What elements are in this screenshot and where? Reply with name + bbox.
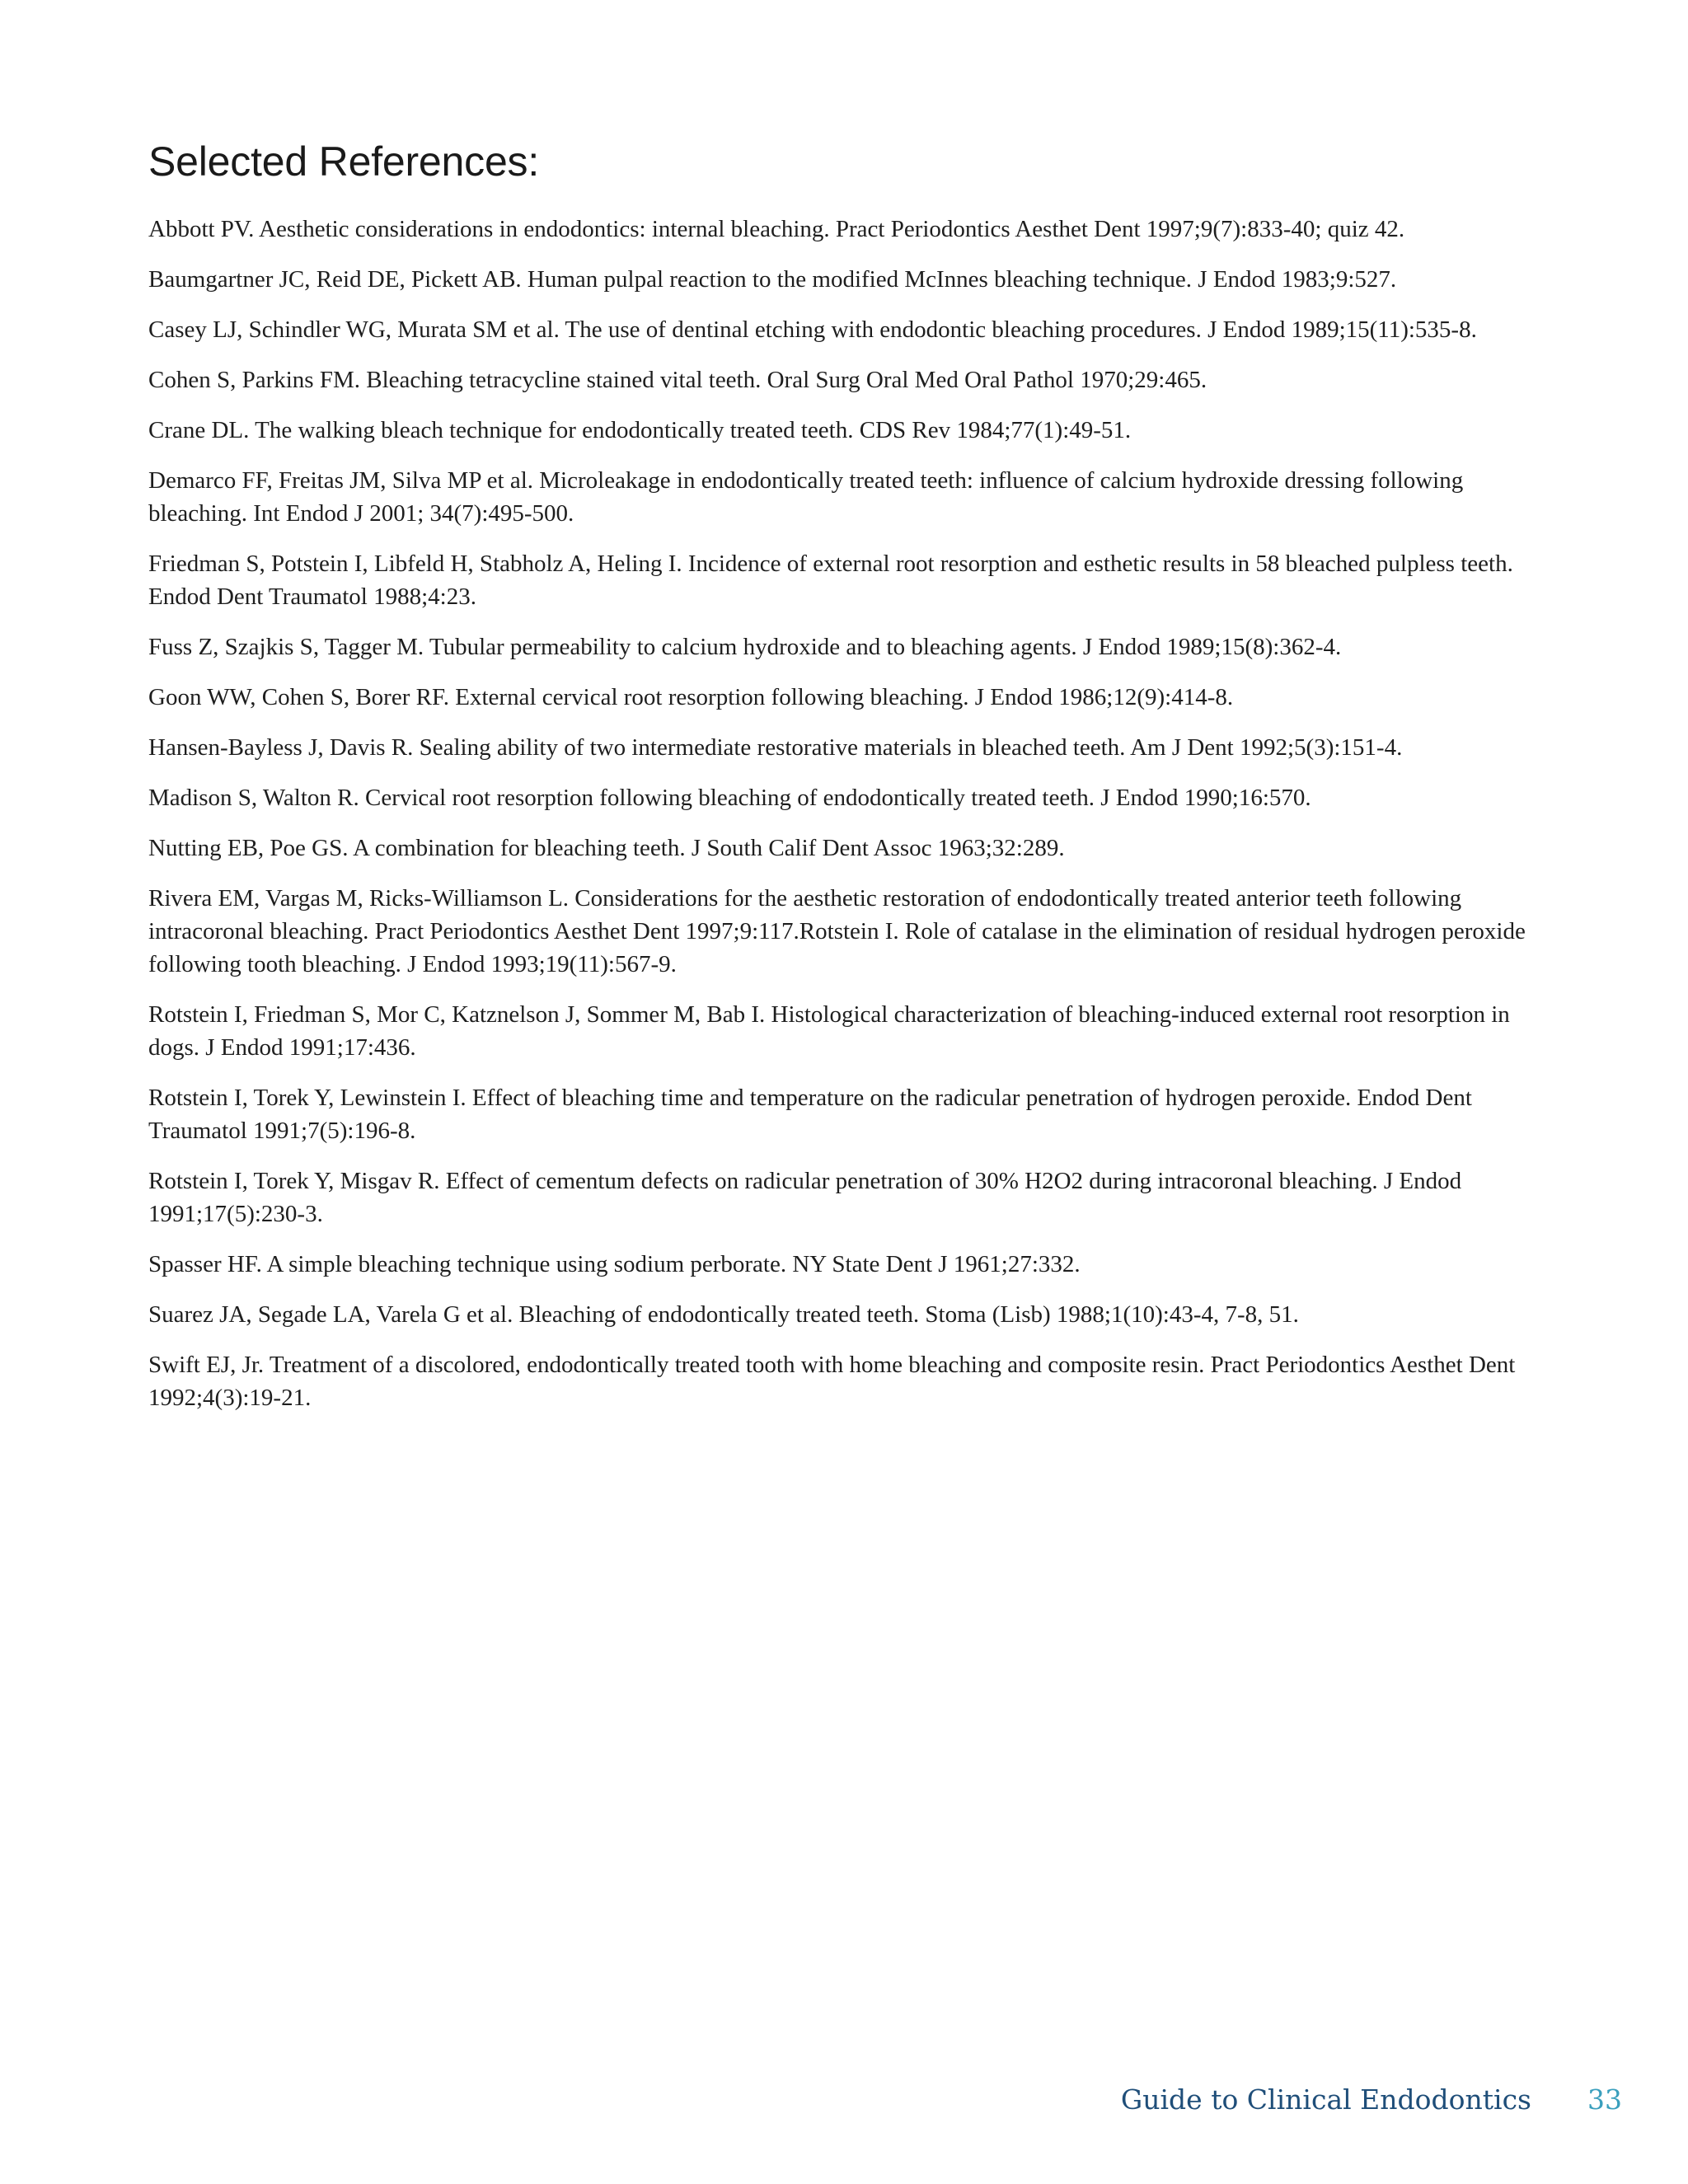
reference-item: Abbott PV. Aesthetic considerations in endodontics: internal bleaching. Pract Periodontics Aesthet Dent 1997;9(7):833-40; quiz 42. bbox=[148, 216, 1405, 242]
reference-item: Suarez JA, Segade LA, Varela G et al. Bleaching of endodontically treated teeth. Stoma (Lisb) 1988;1(10):43-4, 7-8, 51. bbox=[148, 1301, 1299, 1328]
reference-item: Rivera EM, Vargas M, Ricks-Williamson L. Considerations for the aesthetic restoration of endodontically treated anterior teeth following intracoronal bleaching. Pract Periodontics Aesthet Dent 1997;9:117.Rotstein I. Role of catalase in the elimination of residual hydrogen peroxide following tooth bleaching. J Endod 1993;19(11):567-9. bbox=[148, 885, 1526, 977]
reference-item: Demarco FF, Freitas JM, Silva MP et al. Microleakage in endodontically treated teeth: influence of calcium hydroxide dressing following bleaching. Int Endod J 2001; 34(7):495-500. bbox=[148, 467, 1464, 527]
reference-item: Madison S, Walton R. Cervical root resorption following bleaching of endodontically treated teeth. J Endod 1990;16:570. bbox=[148, 785, 1311, 811]
reference-item: Rotstein I, Torek Y, Misgav R. Effect of cementum defects on radicular penetration of 30% H2O2 during intracoronal bleaching. J Endod 1991;17(5):230-3. bbox=[148, 1168, 1462, 1227]
reference-item: Crane DL. The walking bleach technique for endodontically treated teeth. CDS Rev 1984;77(1):49-51. bbox=[148, 417, 1132, 443]
reference-list bbox=[148, 213, 1541, 1432]
reference-item: Nutting EB, Poe GS. A combination for bleaching teeth. J South Calif Dent Assoc 1963;32:289. bbox=[148, 835, 1065, 861]
reference-item: Spasser HF. A simple bleaching technique using sodium perborate. NY State Dent J 1961;27:332. bbox=[148, 1251, 1081, 1277]
reference-item: Fuss Z, Szajkis S, Tagger M. Tubular permeability to calcium hydroxide and to bleaching agents. J Endod 1989;15(8):362-4. bbox=[148, 634, 1342, 660]
reference-item: Rotstein I, Friedman S, Mor C, Katznelson J, Sommer M, Bab I. Histological characterization of bleaching-induced external root resorption in dogs. J Endod 1991;17:436. bbox=[148, 1001, 1510, 1061]
reference-item: Hansen-Bayless J, Davis R. Sealing ability of two intermediate restorative materials in bleached teeth. Am J Dent 1992;5(3):151-4. bbox=[148, 734, 1403, 761]
reference-item: Casey LJ, Schindler WG, Murata SM et al. The use of dentinal etching with endodontic bleaching procedures. J Endod 1989;15(11):535-8. bbox=[148, 316, 1477, 343]
reference-item: Cohen S, Parkins FM. Bleaching tetracycline stained vital teeth. Oral Surg Oral Med Oral Pathol 1970;29:465. bbox=[148, 367, 1207, 393]
section-heading: Selected References: bbox=[148, 138, 540, 185]
reference-item: Swift EJ, Jr. Treatment of a discolored, endodontically treated tooth with home bleaching and composite resin. Pract Periodontics Aesthet Dent 1992;4(3):19-21. bbox=[148, 1352, 1516, 1411]
reference-item: Baumgartner JC, Reid DE, Pickett AB. Human pulpal reaction to the modified McInnes bleaching technique. J Endod 1983;9:527. bbox=[148, 266, 1397, 293]
page-number: 33 bbox=[1587, 2083, 1622, 2116]
reference-item: Friedman S, Potstein I, Libfeld H, Stabholz A, Heling I. Incidence of external root resorption and esthetic results in 58 bleached pulpless teeth. Endod Dent Traumatol 1988;4:23. bbox=[148, 551, 1513, 610]
reference-item: Rotstein I, Torek Y, Lewinstein I. Effect of bleaching time and temperature on the radicular penetration of hydrogen peroxide. Endod Dent Traumatol 1991;7(5):196-8. bbox=[148, 1085, 1472, 1144]
reference-item: Goon WW, Cohen S, Borer RF. External cervical root resorption following bleaching. J Endod 1986;12(9):414-8. bbox=[148, 684, 1234, 710]
footer-title: Guide to Clinical Endodontics bbox=[1120, 2083, 1531, 2116]
